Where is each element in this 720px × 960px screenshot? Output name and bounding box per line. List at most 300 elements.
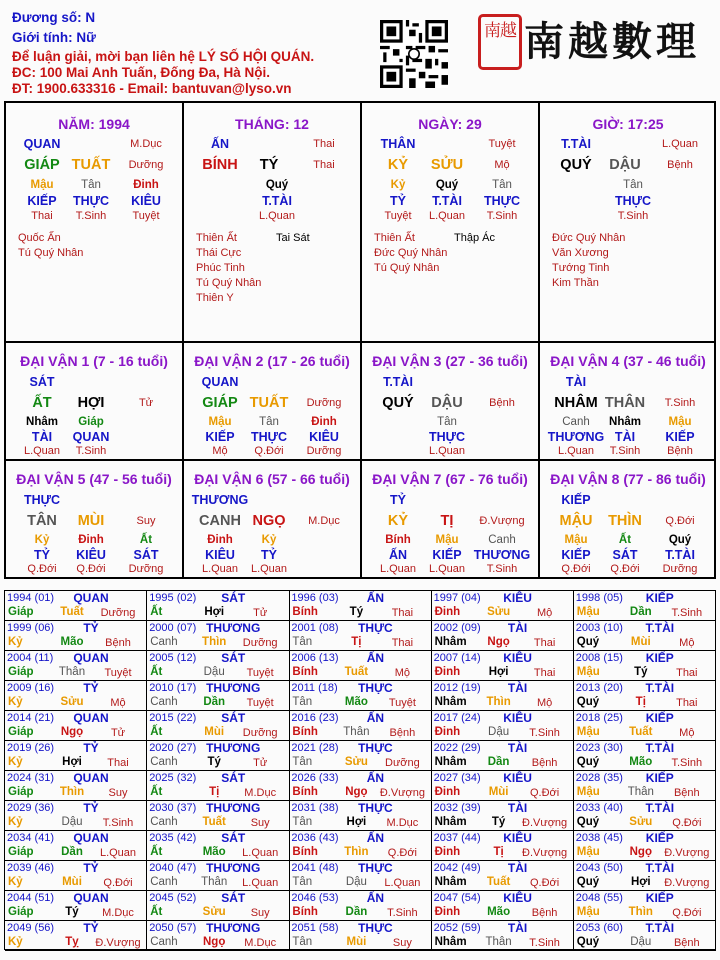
year-stem: Tân bbox=[292, 816, 313, 828]
year-stem-god: ẤN bbox=[366, 711, 385, 725]
star-left: Thái Cực bbox=[196, 247, 242, 259]
year-stem-god: TỶ bbox=[83, 861, 99, 875]
luck-branch-stage: T.Sinh bbox=[664, 397, 696, 409]
year-branch: Mùi bbox=[488, 786, 509, 798]
year-cell[interactable] bbox=[147, 711, 289, 741]
year-cell[interactable] bbox=[289, 861, 431, 891]
year-branch: Sửu bbox=[487, 606, 511, 618]
year-stage: Mộ bbox=[536, 607, 553, 619]
year-stem-god: QUAN bbox=[73, 651, 109, 665]
year-label: 1999 (06) bbox=[7, 622, 55, 634]
year-cell[interactable] bbox=[574, 831, 716, 861]
year-cell[interactable] bbox=[289, 681, 431, 711]
luck-title: ĐẠI VẬN 2 (17 - 26 tuổi) bbox=[194, 353, 350, 369]
year-stage: Đ.Vượng bbox=[379, 787, 425, 799]
hidden-god: TỶ bbox=[34, 548, 50, 562]
phone-email-line[interactable]: ĐT: 1900.633316 - Email: bantuvan@lyso.vn bbox=[12, 81, 292, 96]
year-stem: Canh bbox=[150, 636, 178, 648]
year-stem: Kỷ bbox=[8, 936, 23, 948]
year-stem: Giáp bbox=[8, 666, 34, 678]
year-cell[interactable] bbox=[432, 771, 574, 801]
year-stem-god: TỶ bbox=[83, 681, 99, 695]
year-branch: Sửu bbox=[202, 906, 226, 918]
year-stage: L.Quan bbox=[384, 877, 421, 889]
year-cell[interactable] bbox=[432, 621, 574, 651]
year-cell[interactable] bbox=[574, 891, 716, 921]
year-cell[interactable] bbox=[5, 651, 147, 681]
hidden-stem: Tân bbox=[437, 416, 457, 428]
hidden-stem: Tân bbox=[259, 416, 279, 428]
luck-title: ĐẠI VẬN 5 (47 - 56 tuổi) bbox=[16, 471, 172, 487]
year-cell[interactable] bbox=[289, 591, 431, 621]
year-stem-god: KIÊU bbox=[503, 711, 532, 725]
year-stem: Mậu bbox=[576, 606, 600, 618]
luck-heavenly-stem: GIÁP bbox=[202, 395, 238, 411]
luck-earthly-branch: NGỌ bbox=[252, 513, 286, 529]
year-cell[interactable] bbox=[574, 861, 716, 891]
year-cell[interactable] bbox=[147, 801, 289, 831]
year-stem-god: KIẾP bbox=[645, 771, 674, 785]
year-stage: Đ.Vượng bbox=[522, 847, 568, 859]
hidden-stem: Ất bbox=[618, 534, 632, 546]
annual-luck-table bbox=[4, 590, 716, 950]
hidden-stage: T.Sinh bbox=[75, 445, 107, 457]
year-branch: Ngọ bbox=[203, 936, 226, 948]
year-cell[interactable] bbox=[289, 621, 431, 651]
year-stem: Mậu bbox=[576, 726, 600, 738]
year-cell[interactable] bbox=[432, 861, 574, 891]
year-branch: Dậu bbox=[61, 816, 83, 828]
pillar-heavenly-stem: QUÝ bbox=[560, 157, 592, 173]
hidden-god: ẤN bbox=[388, 548, 408, 562]
year-stem: Ất bbox=[150, 726, 163, 738]
pillar-stem-god: THÂN bbox=[380, 137, 416, 151]
year-stem-god: ẤN bbox=[366, 591, 385, 605]
year-stem-god: ẤN bbox=[366, 651, 385, 665]
year-stem: Quý bbox=[576, 876, 600, 888]
luck-title: ĐẠI VẬN 6 (57 - 66 tuổi) bbox=[194, 471, 350, 487]
year-branch: Ngọ bbox=[487, 636, 510, 648]
hidden-god: T.TÀI bbox=[262, 194, 292, 208]
hidden-god: KIÊU bbox=[131, 194, 161, 208]
hidden-god: KIÊU bbox=[76, 548, 106, 562]
year-branch: Tuất bbox=[486, 876, 511, 888]
luck-earthly-branch: THÂN bbox=[604, 395, 646, 411]
year-label: 2016 (23) bbox=[291, 712, 339, 724]
year-stage: Tuyệt bbox=[246, 667, 274, 679]
year-cell[interactable] bbox=[5, 831, 147, 861]
hidden-god: KIẾP bbox=[561, 548, 591, 562]
year-stem-god: THƯƠNG bbox=[206, 921, 261, 935]
star-left: Văn Xương bbox=[552, 247, 609, 259]
pillar-stem-stage: Tuyệt bbox=[488, 138, 516, 150]
header bbox=[0, 0, 720, 100]
hidden-stage: L.Quan bbox=[557, 445, 595, 457]
hidden-stem: Kỷ bbox=[261, 534, 277, 546]
year-stage: Đ.Vượng bbox=[664, 847, 710, 859]
year-stage: L.Quan bbox=[242, 877, 279, 889]
year-stem-god: THƯƠNG bbox=[206, 681, 261, 695]
year-cell[interactable] bbox=[5, 861, 147, 891]
hidden-stage: L.Quan bbox=[250, 563, 288, 575]
year-cell[interactable] bbox=[5, 921, 147, 951]
year-cell[interactable] bbox=[5, 681, 147, 711]
year-stage: T.Sinh bbox=[529, 937, 560, 949]
star-left: Quốc Ấn bbox=[18, 232, 61, 244]
hidden-stem: Canh bbox=[488, 534, 516, 546]
year-stem: Mậu bbox=[576, 906, 600, 918]
year-stem-god: ẤN bbox=[366, 771, 385, 785]
year-cell[interactable] bbox=[432, 681, 574, 711]
year-stage: Thai bbox=[391, 607, 414, 619]
hidden-god: THƯƠNG bbox=[547, 430, 605, 444]
year-label: 2043 (50) bbox=[575, 862, 623, 874]
year-stem: Quý bbox=[576, 636, 600, 648]
year-cell[interactable] bbox=[147, 891, 289, 921]
year-stem: Mậu bbox=[576, 846, 600, 858]
year-stem-god: KIẾP bbox=[645, 831, 674, 845]
year-stem: Ất bbox=[150, 906, 163, 918]
year-stem: Ất bbox=[150, 786, 163, 798]
year-branch: Hợi bbox=[630, 876, 651, 888]
year-branch: Tị bbox=[493, 846, 504, 858]
year-label: 2033 (40) bbox=[575, 802, 623, 814]
year-stem: Tân bbox=[292, 756, 313, 768]
year-branch: Sửu bbox=[344, 756, 368, 768]
hidden-stem: Đinh bbox=[133, 179, 159, 191]
year-label: 1995 (02) bbox=[149, 592, 197, 604]
hidden-stem: Tân bbox=[81, 179, 101, 191]
year-stem-god: ẤN bbox=[366, 831, 385, 845]
year-label: 2040 (47) bbox=[149, 862, 197, 874]
hidden-stage: Q.Đới bbox=[27, 563, 57, 575]
luck-heavenly-stem: MẬU bbox=[559, 513, 593, 529]
year-label: 2002 (09) bbox=[433, 622, 481, 634]
year-stem-god: KIÊU bbox=[503, 591, 532, 605]
year-stage: Mộ bbox=[536, 697, 553, 709]
brand-logo: 南越數理 bbox=[524, 18, 700, 65]
year-branch: Thân bbox=[485, 936, 512, 948]
gender-label: Giới tính: Nữ bbox=[12, 30, 96, 45]
hidden-stem: Nhâm bbox=[609, 416, 641, 428]
year-cell[interactable] bbox=[574, 771, 716, 801]
year-stem: Mậu bbox=[576, 786, 600, 798]
year-label: 2027 (34) bbox=[433, 772, 481, 784]
year-stage: Thai bbox=[533, 667, 556, 679]
year-cell[interactable] bbox=[432, 831, 574, 861]
year-cell[interactable] bbox=[432, 921, 574, 951]
hidden-god: THỰC bbox=[428, 430, 466, 444]
year-cell[interactable] bbox=[5, 771, 147, 801]
hidden-stage: Dưỡng bbox=[128, 563, 164, 575]
year-stem: Ất bbox=[150, 846, 163, 858]
year-cell[interactable] bbox=[574, 921, 716, 951]
year-stem-god: T.TÀI bbox=[645, 861, 675, 875]
year-stage: Dưỡng bbox=[385, 757, 420, 769]
year-label: 2008 (15) bbox=[575, 652, 623, 664]
year-cell[interactable] bbox=[147, 651, 289, 681]
year-label: 2044 (51) bbox=[7, 892, 55, 904]
pillar-branch-stage: Dưỡng bbox=[128, 159, 164, 171]
hidden-stage: T.Sinh bbox=[486, 210, 518, 222]
year-cell[interactable] bbox=[147, 861, 289, 891]
year-stem-god: TÀI bbox=[507, 621, 528, 635]
year-branch: Mùi bbox=[630, 636, 651, 648]
year-stem: Kỷ bbox=[8, 816, 23, 828]
address-line: ĐC: 100 Mai Anh Tuấn, Đống Đa, Hà Nội. bbox=[12, 65, 271, 80]
hidden-god: THƯƠNG bbox=[473, 548, 531, 562]
year-label: 2020 (27) bbox=[149, 742, 197, 754]
year-stage: Đ.Vượng bbox=[522, 817, 568, 829]
year-branch: Tuất bbox=[344, 666, 369, 678]
hidden-stage: Q.Đới bbox=[561, 563, 591, 575]
year-label: 2007 (14) bbox=[433, 652, 481, 664]
hidden-stage: L.Quan bbox=[428, 210, 466, 222]
year-stage: M.Dục bbox=[386, 817, 419, 829]
year-cell[interactable] bbox=[289, 921, 431, 951]
hidden-stem: Giáp bbox=[78, 416, 104, 428]
hidden-god: THỰC bbox=[483, 194, 521, 208]
year-cell[interactable] bbox=[289, 771, 431, 801]
chart-grid bbox=[4, 101, 716, 579]
year-stage: Suy bbox=[392, 937, 412, 949]
pillar-branch-stage: Mộ bbox=[494, 159, 510, 171]
year-stem: Giáp bbox=[8, 846, 34, 858]
luck-title: ĐẠI VẬN 3 (27 - 36 tuổi) bbox=[372, 353, 528, 369]
year-stage: Q.Đới bbox=[529, 877, 560, 889]
year-cell[interactable] bbox=[574, 621, 716, 651]
year-branch: Dần bbox=[345, 906, 368, 918]
year-stage: Dưỡng bbox=[242, 727, 278, 739]
hidden-stage: L.Quan bbox=[201, 563, 239, 575]
year-cell[interactable] bbox=[147, 621, 289, 651]
year-cell[interactable] bbox=[147, 771, 289, 801]
year-branch: Hợi bbox=[488, 666, 509, 678]
pillar-earthly-branch: DẬU bbox=[609, 157, 641, 173]
year-branch: Mùi bbox=[204, 726, 225, 738]
luck-cell bbox=[6, 343, 182, 459]
hidden-stem: Quý bbox=[668, 534, 692, 546]
year-label: 2024 (31) bbox=[7, 772, 55, 784]
year-stage: Bệnh bbox=[673, 937, 700, 949]
pillar-branch-stage: Thai bbox=[313, 159, 335, 171]
year-label: 2018 (25) bbox=[575, 712, 623, 724]
year-cell[interactable] bbox=[147, 921, 289, 951]
pillar-title: NĂM: 1994 bbox=[58, 116, 130, 132]
year-branch: Thân bbox=[201, 876, 228, 888]
year-branch: Thìn bbox=[486, 696, 511, 708]
year-label: 2032 (39) bbox=[433, 802, 481, 814]
year-cell[interactable] bbox=[432, 591, 574, 621]
year-label: 2022 (29) bbox=[433, 742, 481, 754]
year-branch: Sửu bbox=[60, 696, 84, 708]
year-cell[interactable] bbox=[574, 801, 716, 831]
luck-branch-stage: Đ.Vượng bbox=[479, 515, 525, 527]
year-stage: Đ.Vượng bbox=[95, 937, 141, 949]
year-stem: Quý bbox=[576, 756, 600, 768]
pillar-title: THÁNG: 12 bbox=[235, 116, 309, 132]
year-stem-god: QUAN bbox=[73, 771, 109, 785]
year-cell[interactable] bbox=[147, 591, 289, 621]
year-cell[interactable] bbox=[5, 891, 147, 921]
hidden-stage: L.Quan bbox=[428, 445, 466, 457]
hidden-god: KIÊU bbox=[205, 548, 235, 562]
year-branch: Ngọ bbox=[60, 726, 84, 738]
year-stem-god: TÀI bbox=[507, 801, 528, 815]
year-branch: Ngọ bbox=[629, 846, 652, 858]
luck-cell bbox=[540, 461, 716, 577]
year-cell[interactable] bbox=[574, 651, 716, 681]
year-cell[interactable] bbox=[432, 651, 574, 681]
year-label: 2053 (60) bbox=[575, 922, 623, 934]
pillar-cell bbox=[362, 103, 538, 341]
year-stem: Canh bbox=[150, 936, 178, 948]
year-stem: Canh bbox=[150, 816, 178, 828]
pillar-branch-stage: Bệnh bbox=[667, 159, 693, 171]
year-stem: Kỷ bbox=[8, 756, 23, 768]
year-stem-god: TÀI bbox=[507, 741, 528, 755]
year-branch: Thân bbox=[343, 726, 370, 738]
year-stage: Mộ bbox=[679, 637, 695, 649]
year-label: 2030 (37) bbox=[149, 802, 197, 814]
luck-cell bbox=[184, 461, 360, 577]
year-stem-god: KIẾP bbox=[645, 651, 674, 665]
year-stage: Mộ bbox=[679, 727, 695, 739]
year-cell[interactable] bbox=[5, 741, 147, 771]
hidden-stem: Mậu bbox=[208, 416, 232, 428]
year-cell[interactable] bbox=[432, 711, 574, 741]
year-stage: T.Sinh bbox=[102, 817, 134, 829]
year-cell[interactable] bbox=[289, 831, 431, 861]
luck-heavenly-stem: TÂN bbox=[27, 513, 57, 529]
hidden-stem: Tân bbox=[492, 179, 512, 191]
hidden-god: T.TÀI bbox=[665, 548, 695, 562]
qr-code-icon bbox=[380, 20, 448, 88]
year-cell[interactable] bbox=[432, 741, 574, 771]
year-cell[interactable] bbox=[147, 681, 289, 711]
pillar-stem-stage: M.Dục bbox=[130, 138, 162, 150]
pillar-heavenly-stem: BÍNH bbox=[202, 157, 238, 173]
pillar-stem-god: T.TÀI bbox=[561, 137, 591, 151]
year-stem-god: TỶ bbox=[83, 621, 99, 635]
year-stage: T.Sinh bbox=[671, 757, 703, 769]
year-cell[interactable] bbox=[147, 831, 289, 861]
year-cell[interactable] bbox=[289, 801, 431, 831]
hidden-god: QUAN bbox=[72, 430, 110, 444]
luck-stem-god: TÀI bbox=[565, 375, 587, 389]
star-left: Kim Thần bbox=[552, 277, 599, 289]
year-label: 2051 (58) bbox=[291, 922, 339, 934]
year-stage: Thai bbox=[676, 667, 698, 679]
year-stage: Mộ bbox=[110, 697, 126, 709]
year-cell[interactable] bbox=[5, 591, 147, 621]
hidden-stem: Tân bbox=[623, 179, 643, 191]
pillar-title: NGÀY: 29 bbox=[418, 116, 482, 132]
star-left: Tú Quý Nhân bbox=[18, 247, 84, 259]
luck-heavenly-stem: NHÂM bbox=[554, 395, 598, 411]
luck-stem-god: QUAN bbox=[201, 375, 239, 389]
year-label: 2039 (46) bbox=[7, 862, 55, 874]
year-cell[interactable] bbox=[432, 801, 574, 831]
year-cell[interactable] bbox=[147, 741, 289, 771]
year-cell[interactable] bbox=[289, 651, 431, 681]
year-label: 1994 (01) bbox=[7, 592, 55, 604]
luck-earthly-branch: HỢI bbox=[77, 395, 105, 411]
year-stem: Quý bbox=[576, 816, 600, 828]
pillar-title: GIỜ: 17:25 bbox=[592, 116, 664, 132]
hidden-god: KIẾP bbox=[665, 430, 695, 444]
hidden-god: KIẾP bbox=[205, 430, 235, 444]
star-left: Tướng Tinh bbox=[552, 262, 610, 274]
year-cell[interactable] bbox=[289, 891, 431, 921]
year-label: 2035 (42) bbox=[149, 832, 197, 844]
year-cell[interactable] bbox=[289, 711, 431, 741]
star-left: Thiên Ất bbox=[374, 232, 415, 244]
year-stem-god: KIÊU bbox=[503, 831, 532, 845]
year-cell[interactable] bbox=[5, 621, 147, 651]
hidden-stem: Đinh bbox=[311, 416, 337, 428]
year-label: 2012 (19) bbox=[433, 682, 481, 694]
year-stem: Tân bbox=[292, 696, 313, 708]
year-stem-god: THỰC bbox=[358, 921, 393, 935]
hidden-stage: Tuyệt bbox=[384, 210, 412, 222]
year-cell[interactable] bbox=[574, 591, 716, 621]
year-cell[interactable] bbox=[574, 741, 716, 771]
hidden-god: T.TÀI bbox=[432, 194, 462, 208]
star-right: Thập Ác bbox=[454, 232, 495, 244]
owner-label: Đương số: N bbox=[12, 10, 96, 25]
hidden-god: TỶ bbox=[390, 194, 406, 208]
hidden-stem: Ất bbox=[139, 534, 153, 546]
year-stem-god: QUAN bbox=[73, 711, 109, 725]
year-stem-god: SÁT bbox=[221, 891, 246, 905]
year-stem-god: T.TÀI bbox=[645, 621, 675, 635]
year-cell[interactable] bbox=[5, 711, 147, 741]
year-stem: Tân bbox=[292, 876, 313, 888]
year-label: 2023 (30) bbox=[575, 742, 623, 754]
year-stem: Đinh bbox=[434, 666, 461, 678]
year-stem-god: T.TÀI bbox=[645, 801, 675, 815]
hidden-stage: T.Sinh bbox=[75, 210, 107, 222]
year-stem-god: TỶ bbox=[83, 801, 99, 815]
pillar-stem-god: ẤN bbox=[210, 137, 230, 151]
star-left: Thiên Y bbox=[196, 292, 234, 304]
year-stem-god: TỶ bbox=[83, 921, 99, 935]
year-cell[interactable] bbox=[289, 741, 431, 771]
year-cell[interactable] bbox=[5, 801, 147, 831]
year-cell[interactable] bbox=[432, 891, 574, 921]
year-cell[interactable] bbox=[574, 681, 716, 711]
luck-heavenly-stem: KỶ bbox=[387, 513, 409, 529]
year-label: 2014 (21) bbox=[7, 712, 55, 724]
year-cell[interactable] bbox=[574, 711, 716, 741]
year-branch: Mão bbox=[629, 756, 653, 768]
year-stem: Kỷ bbox=[8, 636, 23, 648]
pillar-stem-god: QUAN bbox=[23, 137, 61, 151]
luck-cell bbox=[362, 461, 538, 577]
hidden-stem: Mậu bbox=[435, 534, 459, 546]
year-stage: T.Sinh bbox=[387, 907, 418, 919]
year-branch: Dần bbox=[629, 606, 652, 618]
year-stem-god: SÁT bbox=[221, 591, 246, 605]
hidden-stage: Dưỡng bbox=[662, 563, 698, 575]
year-label: 2017 (24) bbox=[433, 712, 481, 724]
hidden-stem: Nhâm bbox=[26, 416, 58, 428]
year-stage: Bệnh bbox=[531, 757, 558, 769]
luck-earthly-branch: TỊ bbox=[440, 513, 454, 529]
year-stem: Nhâm bbox=[434, 816, 467, 828]
pillar-earthly-branch: TÝ bbox=[259, 157, 279, 173]
